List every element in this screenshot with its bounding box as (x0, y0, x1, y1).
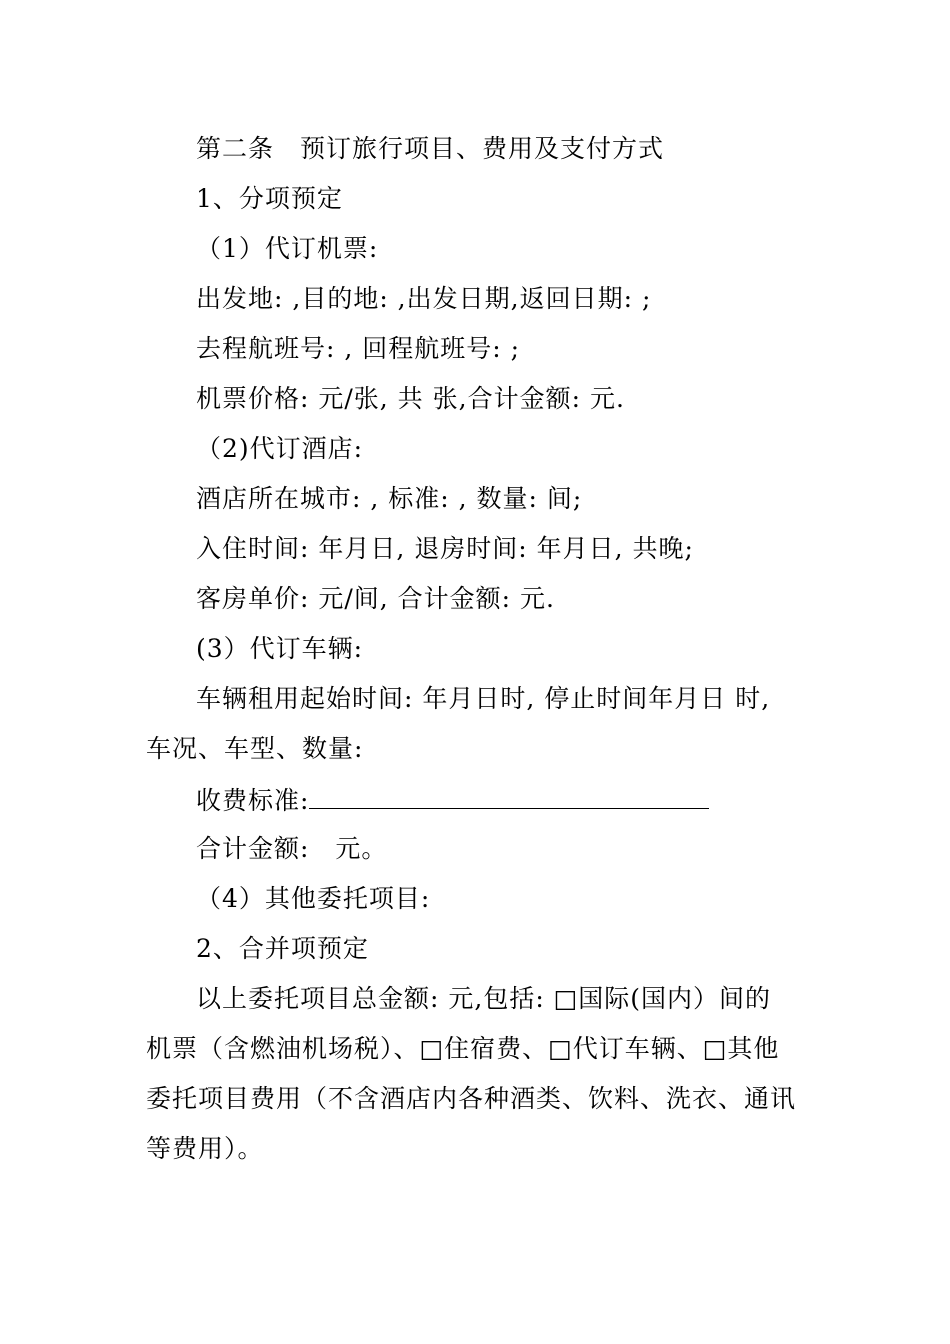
item-3-line-1: 车辆租用起始时间: 年月日时, 停止时间年月日 时, (196, 684, 771, 713)
item-2-line-2: 入住时间: 年月日, 退房时间: 年月日, 共晚; (196, 534, 694, 563)
item-1-line-3: 机票价格: 元/张, 共 张,合计金额: 元. (196, 384, 625, 413)
item-4-title: （4）其他委托项目: (196, 884, 431, 913)
article-heading: 第二条 预订旅行项目、费用及支付方式 (196, 134, 665, 163)
item-2-line-1: 酒店所在城市: , 标准: , 数量: 间; (196, 484, 583, 513)
item-3-line-2: 车况、车型、数量: (146, 734, 364, 763)
item-3-fee-label: 收费标准: (196, 786, 310, 815)
section-2-line-4: 等费用）。 (146, 1134, 264, 1163)
item-1-line-2: 去程航班号: , 回程航班号: ; (196, 334, 521, 363)
item-3-total: 合计金额: 元。 (196, 834, 388, 863)
section-2-title: 2、合并项预定 (196, 934, 369, 963)
item-3-title: (3）代订车辆: (196, 634, 364, 663)
item-1-line-1: 出发地: ,目的地: ,出发日期,返回日期: ; (196, 284, 652, 313)
section-2-line-3: 委托项目费用（不含酒店内各种酒类、饮料、洗衣、通讯 (146, 1084, 797, 1113)
item-1-title: （1）代订机票: (196, 234, 379, 263)
item-2-title: （2)代订酒店: (196, 434, 364, 463)
section-1-title: 1、分项预定 (196, 184, 343, 213)
item-3-fee-row (196, 784, 709, 816)
item-2-line-3: 客房单价: 元/间, 合计金额: 元. (196, 584, 556, 613)
section-2-line-1: 以上委托项目总金额: 元,包括: □国际(国内）间的 (196, 984, 772, 1013)
section-2-line-2: 机票（含燃油机场税）、□住宿费、□代订车辆、□其他 (146, 1034, 780, 1063)
fee-blank-line (309, 784, 709, 809)
